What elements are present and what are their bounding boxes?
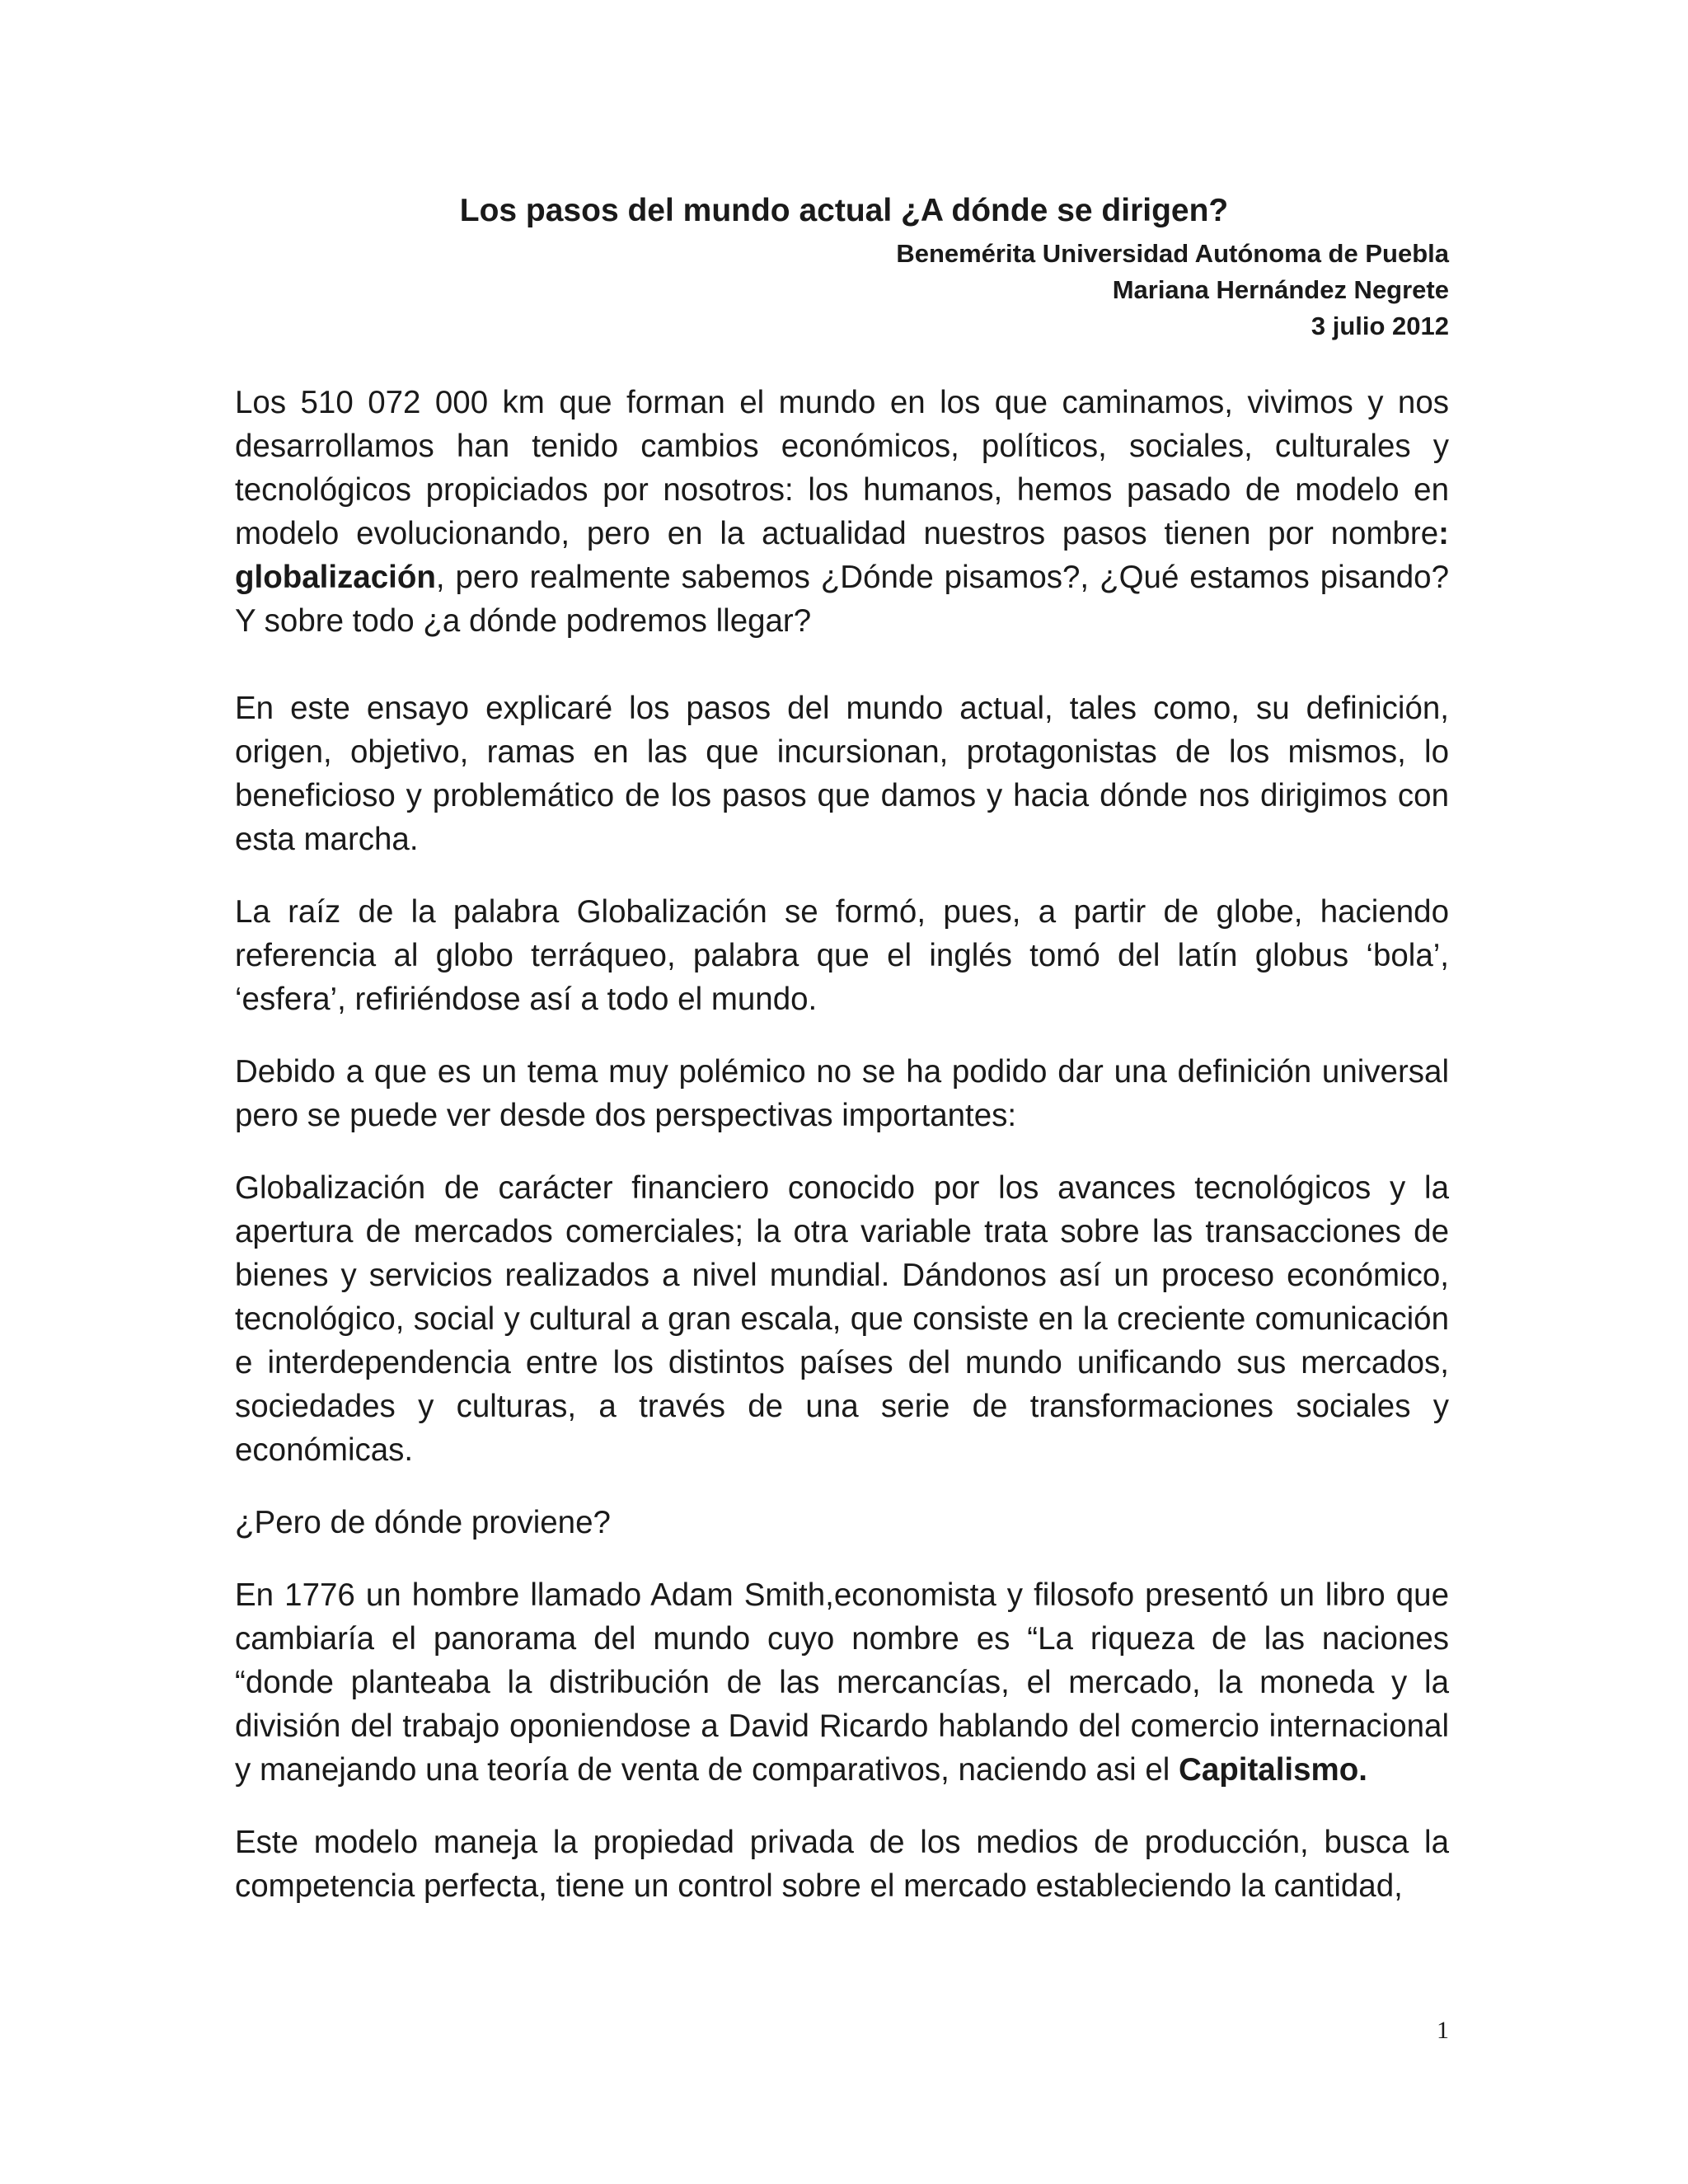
paragraph-intro-questions: , pero realmente sabemos ¿Dónde pisamos?, ¿Qué estamos pisando? Y sobre todo ¿a dónde podremos llegar? bbox=[235, 560, 1449, 639]
paragraph-essay-scope: En este ensayo explicaré los pasos del mundo actual, tales como, su definición, origen, objetivo, ramas en las que incursionan, protagonistas de los mismos, lo beneficioso y problemático de los pasos que damos y hacia dónde nos dirigimos con esta marcha. bbox=[235, 691, 1449, 857]
paragraph-intro-text: Los 510 072 000 km que forman el mundo en los que caminamos, vivimos y nos desarrollamos han tenido cambios económicos, políticos, sociales, culturales y tecnológicos propiciados por nosotros: los humanos, hemos pasado de modelo en modelo evolucionando, pero en la actualidad nuestros pasos tienen por nombre bbox=[235, 385, 1449, 551]
paragraph-model: Este modelo maneja la propiedad privada de los medios de producción, busca la competencia perfecta, tiene un control sobre el mercado estableciendo la cantidad, bbox=[235, 1825, 1449, 1904]
paragraph-intro bbox=[235, 381, 1449, 643]
paragraph-definition: Globalización de carácter financiero conocido por los avances tecnológicos y la apertura de mercados comerciales; la otra variable trata sobre las transacciones de bienes y servicios realizados a nivel mundial. Dándonos así un proceso económico, tecnológico, social y cultural a gran escala, que consiste en la creciente comunicación e interdependencia entre los distintos países del mundo unificando sus mercados, sociedades y culturas, a través de una serie de transformaciones sociales y económicas. bbox=[235, 1170, 1449, 1468]
author-name: Mariana Hernández Negrete bbox=[1112, 275, 1449, 304]
paragraph-adam-smith-text: En 1776 un hombre llamado Adam Smith,economista y filosofo presentó un libro que cambiaría el panorama del mundo cuyo nombre es “La riqueza de las naciones “donde planteaba la distribución de las mercancías, el mercado, la moneda y la división del trabajo oponiendose a David Ricardo hablando del comercio internacional y manejando una teoría de venta de comparativos, naciendo asi el bbox=[235, 1577, 1449, 1788]
document-body bbox=[235, 381, 1449, 1937]
institution-name: Benemérita Universidad Autónoma de Puebla bbox=[896, 239, 1449, 268]
keyword-capitalismo: Capitalismo. bbox=[1179, 1752, 1367, 1788]
keyword-globalizacion: globalización bbox=[235, 560, 436, 595]
document-meta bbox=[896, 236, 1449, 344]
document-title: Los pasos del mundo actual ¿A dónde se dirigen? bbox=[459, 193, 1229, 228]
paragraph-origin-question: ¿Pero de dónde proviene? bbox=[235, 1505, 611, 1540]
paragraph-etymology: La raíz de la palabra Globalización se formó, pues, a partir de globe, haciendo referencia al globo terráqueo, palabra que el inglés tomó del latín globus ‘bola’, ‘esfera’, refiriéndose así a todo el mundo. bbox=[235, 894, 1449, 1017]
paragraph-definition-intro: Debido a que es un tema muy polémico no se ha podido dar una definición universal pero se puede ver desde dos perspectivas importantes: bbox=[235, 1054, 1449, 1133]
paragraph-adam-smith bbox=[235, 1573, 1449, 1792]
page-number: 1 bbox=[1437, 2017, 1449, 2044]
paragraph-intro-colon: : bbox=[1438, 516, 1449, 551]
document-date: 3 julio 2012 bbox=[1311, 312, 1449, 340]
